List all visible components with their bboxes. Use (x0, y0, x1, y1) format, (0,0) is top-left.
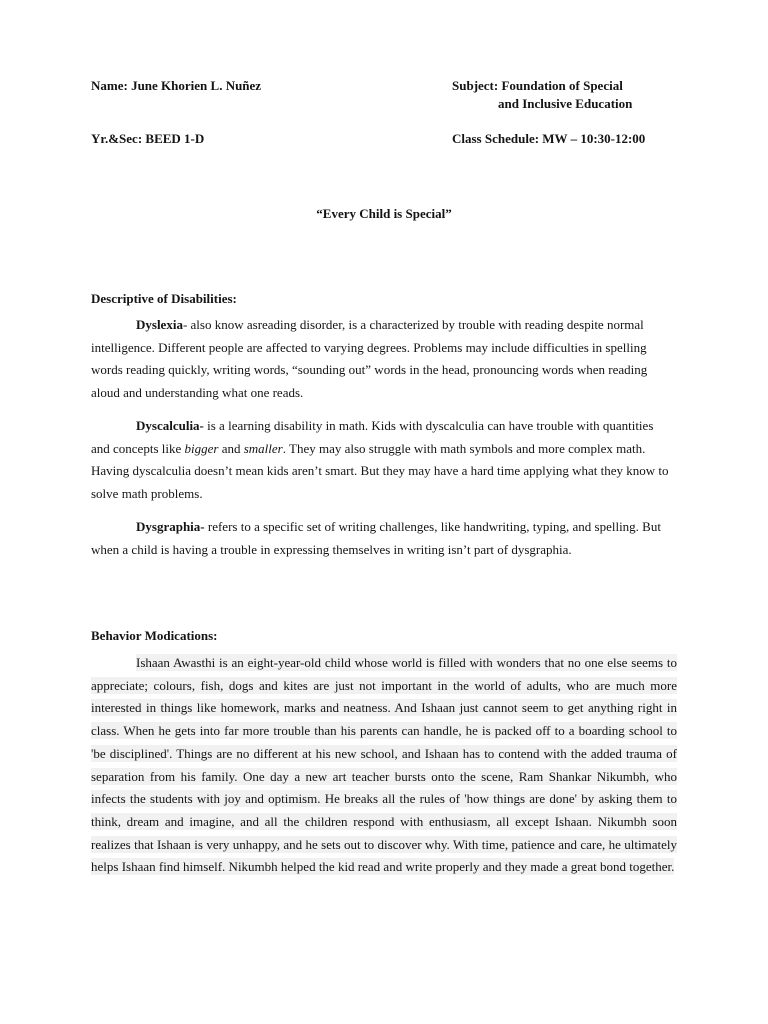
dysgraphia-text: refers to a specific set of writing challenges, like handwriting, typing, and spelling. But when a child is having a trouble in expressing themselves in writing isn’t part of dysgraphia. (91, 519, 661, 557)
behavior-paragraph (91, 652, 677, 879)
dyslexia-paragraph (91, 314, 659, 405)
dysgraphia-paragraph (91, 516, 679, 561)
dyscalculia-text-1: is a learning disability in math. Kids with dyscalculia can have trouble with quantities and concepts like (91, 418, 654, 456)
dyscalculia-emphasis-bigger: bigger (184, 440, 219, 456)
document-title: “Every Child is Special” (316, 206, 452, 221)
behavior-heading: Behavior Modications: (91, 628, 218, 643)
dyscalculia-text-2: and (218, 440, 244, 456)
dysgraphia-term: Dysgraphia- (136, 519, 205, 534)
subject-line-1: Subject: Foundation of Special (452, 78, 623, 93)
dyscalculia-emphasis-smaller: smaller (243, 440, 283, 456)
dyslexia-term: Dyslexia (136, 317, 183, 332)
dyscalculia-text-3: . They may also struggle with math symbols and more complex math. Having dyscalculia doesn’t mean kids aren’t smart. But they may have a hard time applying what they know to solve math problems. (91, 440, 669, 502)
disabilities-heading: Descriptive of Disabilities: (91, 291, 237, 306)
year-section: Yr.&Sec: BEED 1-D (91, 131, 205, 146)
behavior-text: Ishaan Awasthi is an eight-year-old child whose world is filled with wonders that no one else seems to appreciate; colours, fish, dogs and kites are just not important in the world of adults, who are much more interested in things like homework, marks and neatness. And Ishaan just cannot seem to get anything right in class. When he gets into far more trouble than his parents can handle, he is packed off to a boarding school to 'be disciplined'. Things are no different at his new school, and Ishaan has to contend with the added trauma of separation from his family. One day a new art teacher bursts onto the scene, Ram Shankar Nikumbh, who infects the students with joy and optimism. He breaks all the rules of 'how things are done' by asking them to think, dream and imagine, and all the children respond with enthusiasm, all except Ishaan. Nikumbh soon realizes that Ishaan is very unhappy, and he sets out to discover why. With time, patience and care, he ultimately helps Ishaan find himself. Nikumbh helped the kid read and write properly and they made a great bond together. (91, 655, 677, 875)
dyscalculia-term: Dyscalculia- (136, 418, 204, 433)
subject-line-2: and Inclusive Education (498, 96, 633, 111)
dyscalculia-paragraph (91, 415, 673, 506)
class-schedule: Class Schedule: MW – 10:30-12:00 (452, 131, 646, 146)
dyslexia-text: - also know asreading disorder, is a characterized by trouble with reading despite normal intelligence. Different people are affected to varying degrees. Problems may include difficulties in spelling words reading quickly, writing words, “sounding out” words in the head, pronouncing words when reading aloud and understanding what one reads. (91, 317, 648, 401)
student-name: Name: June Khorien L. Nuñez (91, 78, 262, 93)
